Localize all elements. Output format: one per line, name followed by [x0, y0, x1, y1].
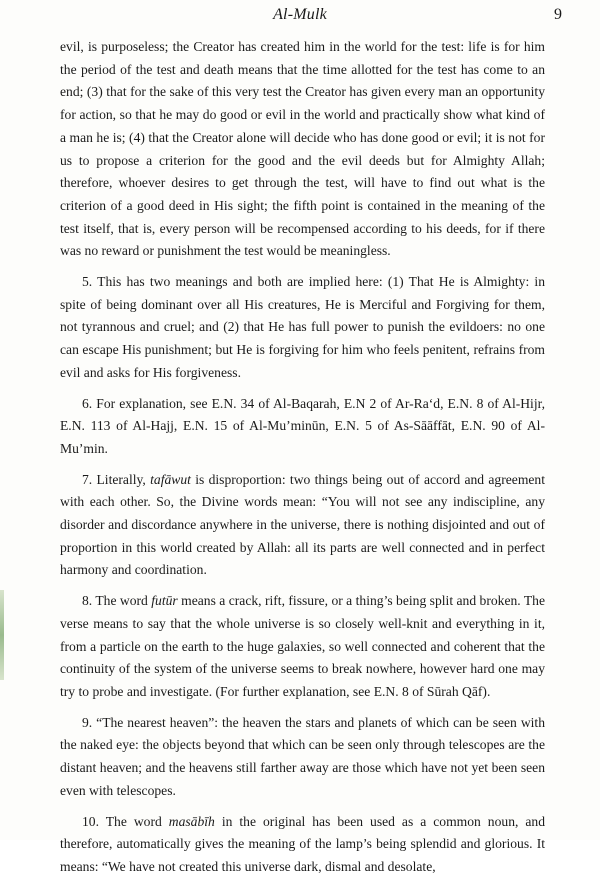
paragraph-text: evil, is purposeless; the Creator has created him in the world for the test: life is for him the period of the test and death means that the time allotted for the test has come to an end; (3) that for the sake of this very test the Creator has given every man an opportunity for action, so that he may do good or evil in the world and practically show what kind of a man he is; (4) that the Creator alone will decide who has done good or evil; it is not for us to propose a criterion for the good and the evil deeds but for Almighty Allah; therefore, whoever desires to get through the test, will have to find out what is the criterion of a good deed in His sight; the fifth point is contained in the meaning of the test itself, that is, every person will be recompensed according to his deeds, for if there was no reward or punishment the test would be meaningless.: [60, 39, 545, 259]
page-number: 9: [554, 6, 562, 23]
note-text-post: means a crack, rift, fissure, or a thing’s being split and broken. The verse means to say that the whole universe is so closely well-knit and everything in it, from a particle on the earth to the huge galaxies, so well connected and coherent that the continuity of the system of the universe seems to break nowhere, however hard one may try to probe and investigate. (For further explanation, see E.N. 8 of Sūrah Qāf).: [60, 593, 546, 699]
italic-term: futūr: [151, 593, 178, 609]
note-text-pre: 7. Literally,: [82, 471, 151, 487]
note-6: [60, 393, 545, 461]
italic-term: masābīh: [168, 813, 215, 829]
page-body: [60, 36, 545, 887]
running-title: Al-Mulk: [273, 6, 327, 23]
note-9: [60, 712, 545, 803]
note-text: 9. “The nearest heaven”: the heaven the stars and planets of which can be seen with the naked eye: the objects beyond that which can be seen only through telescopes are the distant heaven; and the heavens still farther away are those which have not yet been seen even with telescopes.: [60, 714, 545, 798]
italic-term: tafāwut: [150, 471, 191, 487]
note-7: [60, 469, 545, 583]
note-text-pre: 8. The word: [82, 593, 152, 609]
note-text-pre: 10. The word: [82, 813, 169, 829]
note-text: 6. For explanation, see E.N. 34 of Al-Baqarah, E.N 2 of Ar-Ra‘d, E.N. 8 of Al-Hijr, E.N. 113 of Al-Hajj, E.N. 15 of Al-Mu’minūn, E.N. 5 of As-Sāāffāt, E.N. 90 of Al-Mu’min.: [60, 395, 545, 456]
note-5: [60, 271, 545, 385]
note-text-post: in the original has been used as a common noun, and therefore, automatically gives the meaning of the lamp’s being splendid and glorious. It means: “We have not created this universe dark, dismal and desolate,: [60, 813, 546, 874]
note-text: 5. This has two meanings and both are implied here: (1) That He is Almighty: in spite of being dominant over all His creatures, He is Merciful and Forgiving for them, not tyrannous and cruel; and (2) that He has full power to punish the evildoers: no one can escape His punishment; but He is forgiving for him who feels penitent, refrains from evil and asks for His forgiveness.: [60, 274, 545, 380]
paragraph-continued: [60, 36, 545, 263]
note-10: [60, 811, 545, 879]
note-text-post: is disproportion: two things being out of accord and agreement with each other. So, the Divine words mean: “You will not see any indiscipline, any disorder and discordance anywhere in the universe, there is nothing disjointed and out of proportion in this world created by Allah: all its parts are well connected and in perfect harmony and coordination.: [60, 471, 545, 578]
page-header: [0, 6, 600, 30]
page-edge-mark: [0, 590, 4, 680]
note-8: [60, 590, 545, 704]
